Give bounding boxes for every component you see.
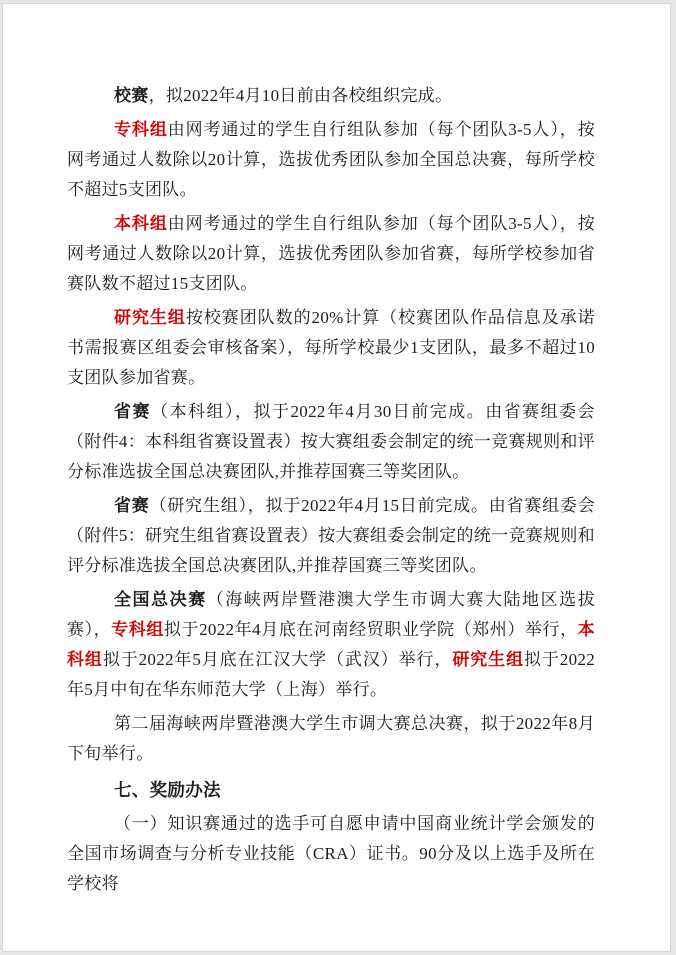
text-run: （一）知识赛通过的选手可自愿申请中国商业统计学会颁发的全国市场调查与分析专业技能（CRA）证书。90分及以上选手及所在学校将 (67, 814, 595, 893)
document-body (67, 81, 595, 903)
section-heading-awards (67, 775, 595, 805)
paragraph-awards-cra-certificate (67, 809, 595, 899)
paragraph-undergraduate-group (67, 209, 595, 299)
paragraph-provincial-round-undergraduate (67, 397, 595, 487)
text-run: 拟于2022年5月中旬在华东师范大学（上海）举行。 (67, 650, 595, 699)
label-provincial-round: 省赛 (114, 496, 150, 515)
text-run: （本科组），拟于2022年4月30日前完成。由省赛组委会（附件4：本科组省赛设置表）按大赛组委会制定的统一竞赛规则和评分标准选拔全国总决赛团队,并推荐国赛三等奖团队。 (67, 402, 595, 481)
paragraph-provincial-round-graduate (67, 491, 595, 581)
text-run: ，拟2022年4月10日前由各校组织完成。 (148, 86, 453, 105)
paragraph-campus-round (67, 81, 595, 111)
paragraph-graduate-group (67, 303, 595, 393)
label-graduate-group: 研究生组 (452, 650, 524, 669)
text-run: 由网考通过的学生自行组队参加（每个团队3-5人），按网考通过人数除以20计算，选拔优秀团队参加全国总决赛，每所学校不超过5支团队。 (67, 120, 595, 199)
label-graduate-group: 研究生组 (114, 308, 186, 327)
label-junior-college-group: 专科组 (111, 620, 164, 639)
paragraph-junior-college-group (67, 115, 595, 205)
text-run: 按校赛团队数的20%计算（校赛团队作品信息及承诺书需报赛区组委会审核备案），每所学校最少1支团队，最多不超过10支团队参加省赛。 (67, 308, 595, 387)
text-run: （研究生组），拟于2022年4月15日前完成。由省赛组委会（附件5：研究生组省赛设置表）按大赛组委会制定的统一竞赛规则和评分标准选拔全国总决赛团队,并推荐国赛三等奖团队。 (67, 496, 595, 575)
text-run: 第二届海峡两岸暨港澳大学生市调大赛总决赛，拟于2022年8月下旬举行。 (67, 714, 595, 763)
paragraph-national-finals (67, 585, 595, 705)
label-undergraduate-group: 本科组 (114, 214, 168, 233)
label-junior-college-group: 专科组 (114, 120, 168, 139)
label-campus-round: 校赛 (114, 86, 149, 105)
text-run: 拟于2022年4月底在河南经贸职业学院（郑州）举行， (163, 620, 578, 639)
label-national-finals: 全国总决赛 (114, 590, 207, 609)
label-undergraduate-group: 本科组 (67, 620, 595, 669)
text-run: 拟于2022年5月底在江汉大学（武汉）举行， (102, 650, 453, 669)
text-run: （海峡两岸暨港澳大学生市调大赛大陆地区选拔赛）， (67, 590, 595, 639)
paragraph-cross-strait-finals (67, 709, 595, 769)
heading-text: 七、奖励办法 (114, 780, 221, 800)
document-page (2, 3, 671, 952)
label-provincial-round: 省赛 (114, 402, 151, 421)
text-run: 由网考通过的学生自行组队参加（每个团队3-5人），按网考通过人数除以20计算，选拔优秀团队参加省赛，每所学校参加省赛队数不超过15支团队。 (67, 214, 595, 293)
